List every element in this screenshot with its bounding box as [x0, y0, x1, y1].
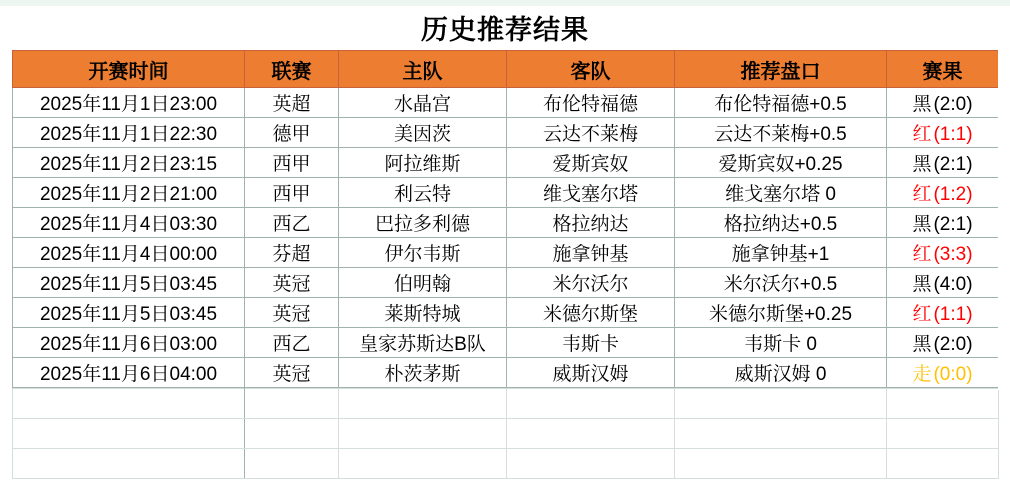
home-team-cell: 水晶宫	[339, 88, 507, 118]
table-row	[13, 358, 999, 388]
home-team-cell: 莱斯特城	[339, 298, 507, 328]
table-header-row	[13, 51, 999, 88]
pick-cell: 格拉纳达+0.5	[675, 208, 887, 238]
result-cell	[887, 88, 999, 118]
result-score: (3:3)	[933, 244, 973, 265]
result-score: (2:0)	[933, 94, 973, 115]
right-edge-strip	[998, 50, 1010, 390]
result-label: 黑	[912, 334, 932, 355]
column-header-result: 赛果	[887, 51, 999, 88]
empty-cell	[13, 419, 245, 449]
home-team-cell: 美因茨	[339, 118, 507, 148]
home-team-cell: 皇家苏斯达B队	[339, 328, 507, 358]
empty-cell	[339, 419, 507, 449]
result-score: (2:1)	[933, 214, 973, 235]
result-cell	[887, 148, 999, 178]
pick-cell: 米尔沃尔+0.5	[675, 268, 887, 298]
league-cell: 西乙	[245, 328, 339, 358]
history-results-table	[12, 50, 999, 388]
result-cell	[887, 208, 999, 238]
result-cell	[887, 178, 999, 208]
home-team-cell: 巴拉多利德	[339, 208, 507, 238]
result-cell	[887, 358, 999, 388]
league-cell: 英冠	[245, 298, 339, 328]
league-cell: 西乙	[245, 208, 339, 238]
result-label: 红	[912, 184, 932, 205]
column-header-home-team: 主队	[339, 51, 507, 88]
away-team-cell: 威斯汉姆	[507, 358, 675, 388]
league-cell: 西甲	[245, 178, 339, 208]
result-label: 走	[912, 364, 932, 385]
empty-cell	[675, 449, 887, 479]
home-team-cell: 利云特	[339, 178, 507, 208]
match-time-cell: 2025年11月1日23:00	[13, 88, 245, 118]
table-row	[13, 118, 999, 148]
table-row	[13, 298, 999, 328]
away-team-cell: 格拉纳达	[507, 208, 675, 238]
table-row	[13, 148, 999, 178]
empty-cell	[507, 419, 675, 449]
column-header-pick: 推荐盘口	[675, 51, 887, 88]
column-header-time: 开赛时间	[13, 51, 245, 88]
result-label: 红	[912, 244, 932, 265]
result-cell	[887, 328, 999, 358]
empty-cell	[339, 449, 507, 479]
away-team-cell: 布伦特福德	[507, 88, 675, 118]
table-row	[13, 238, 999, 268]
match-time-cell: 2025年11月1日22:30	[13, 118, 245, 148]
pick-cell: 维戈塞尔塔 0	[675, 178, 887, 208]
column-header-away-team: 客队	[507, 51, 675, 88]
match-time-cell: 2025年11月6日04:00	[13, 358, 245, 388]
empty-rows-table	[12, 388, 999, 479]
empty-cell	[887, 449, 999, 479]
match-time-cell: 2025年11月4日03:30	[13, 208, 245, 238]
home-team-cell: 阿拉维斯	[339, 148, 507, 178]
league-cell: 英冠	[245, 358, 339, 388]
pick-cell: 施拿钟基+1	[675, 238, 887, 268]
home-team-cell: 伊尔韦斯	[339, 238, 507, 268]
league-cell: 德甲	[245, 118, 339, 148]
result-score: (1:1)	[933, 304, 973, 325]
empty-cell	[887, 419, 999, 449]
match-time-cell: 2025年11月2日21:00	[13, 178, 245, 208]
empty-cell	[13, 449, 245, 479]
match-time-cell: 2025年11月2日23:15	[13, 148, 245, 178]
empty-cell	[675, 419, 887, 449]
pick-cell: 爱斯宾奴+0.25	[675, 148, 887, 178]
empty-row	[13, 419, 999, 449]
result-score: (4:0)	[933, 274, 973, 295]
pick-cell: 韦斯卡 0	[675, 328, 887, 358]
home-team-cell: 朴茨茅斯	[339, 358, 507, 388]
table-row	[13, 208, 999, 238]
result-label: 黑	[912, 274, 932, 295]
table-row	[13, 88, 999, 118]
table-row	[13, 268, 999, 298]
league-cell: 芬超	[245, 238, 339, 268]
empty-cell	[887, 389, 999, 419]
empty-cell	[507, 389, 675, 419]
empty-cell	[675, 389, 887, 419]
away-team-cell: 维戈塞尔塔	[507, 178, 675, 208]
result-score: (2:0)	[933, 334, 973, 355]
league-cell: 英超	[245, 88, 339, 118]
away-team-cell: 米尔沃尔	[507, 268, 675, 298]
result-label: 黑	[912, 154, 932, 175]
result-cell	[887, 238, 999, 268]
match-time-cell: 2025年11月6日03:00	[13, 328, 245, 358]
result-cell	[887, 298, 999, 328]
empty-row	[13, 389, 999, 419]
result-score: (1:1)	[933, 124, 973, 145]
away-team-cell: 爱斯宾奴	[507, 148, 675, 178]
result-score: (1:2)	[933, 184, 973, 205]
result-label: 红	[912, 124, 932, 145]
result-score: (2:1)	[933, 154, 973, 175]
home-team-cell: 伯明翰	[339, 268, 507, 298]
column-header-league: 联赛	[245, 51, 339, 88]
empty-cell	[245, 419, 339, 449]
page-title: 历史推荐结果	[421, 14, 589, 45]
empty-row	[13, 449, 999, 479]
table-row	[13, 178, 999, 208]
away-team-cell: 韦斯卡	[507, 328, 675, 358]
pick-cell: 威斯汉姆 0	[675, 358, 887, 388]
empty-cell	[507, 449, 675, 479]
league-cell: 英冠	[245, 268, 339, 298]
match-time-cell: 2025年11月4日00:00	[13, 238, 245, 268]
pick-cell: 云达不莱梅+0.5	[675, 118, 887, 148]
result-score: (0:0)	[933, 364, 973, 385]
result-label: 黑	[912, 214, 932, 235]
match-time-cell: 2025年11月5日03:45	[13, 298, 245, 328]
result-cell	[887, 118, 999, 148]
empty-cell	[245, 389, 339, 419]
away-team-cell: 米德尔斯堡	[507, 298, 675, 328]
result-cell	[887, 268, 999, 298]
pick-cell: 米德尔斯堡+0.25	[675, 298, 887, 328]
pick-cell: 布伦特福德+0.5	[675, 88, 887, 118]
empty-cell	[13, 389, 245, 419]
empty-cell	[339, 389, 507, 419]
result-label: 红	[912, 304, 932, 325]
history-results-table-wrap	[12, 50, 998, 479]
table-row	[13, 328, 999, 358]
league-cell: 西甲	[245, 148, 339, 178]
away-team-cell: 施拿钟基	[507, 238, 675, 268]
away-team-cell: 云达不莱梅	[507, 118, 675, 148]
empty-cell	[245, 449, 339, 479]
match-time-cell: 2025年11月5日03:45	[13, 268, 245, 298]
result-label: 黑	[912, 94, 932, 115]
